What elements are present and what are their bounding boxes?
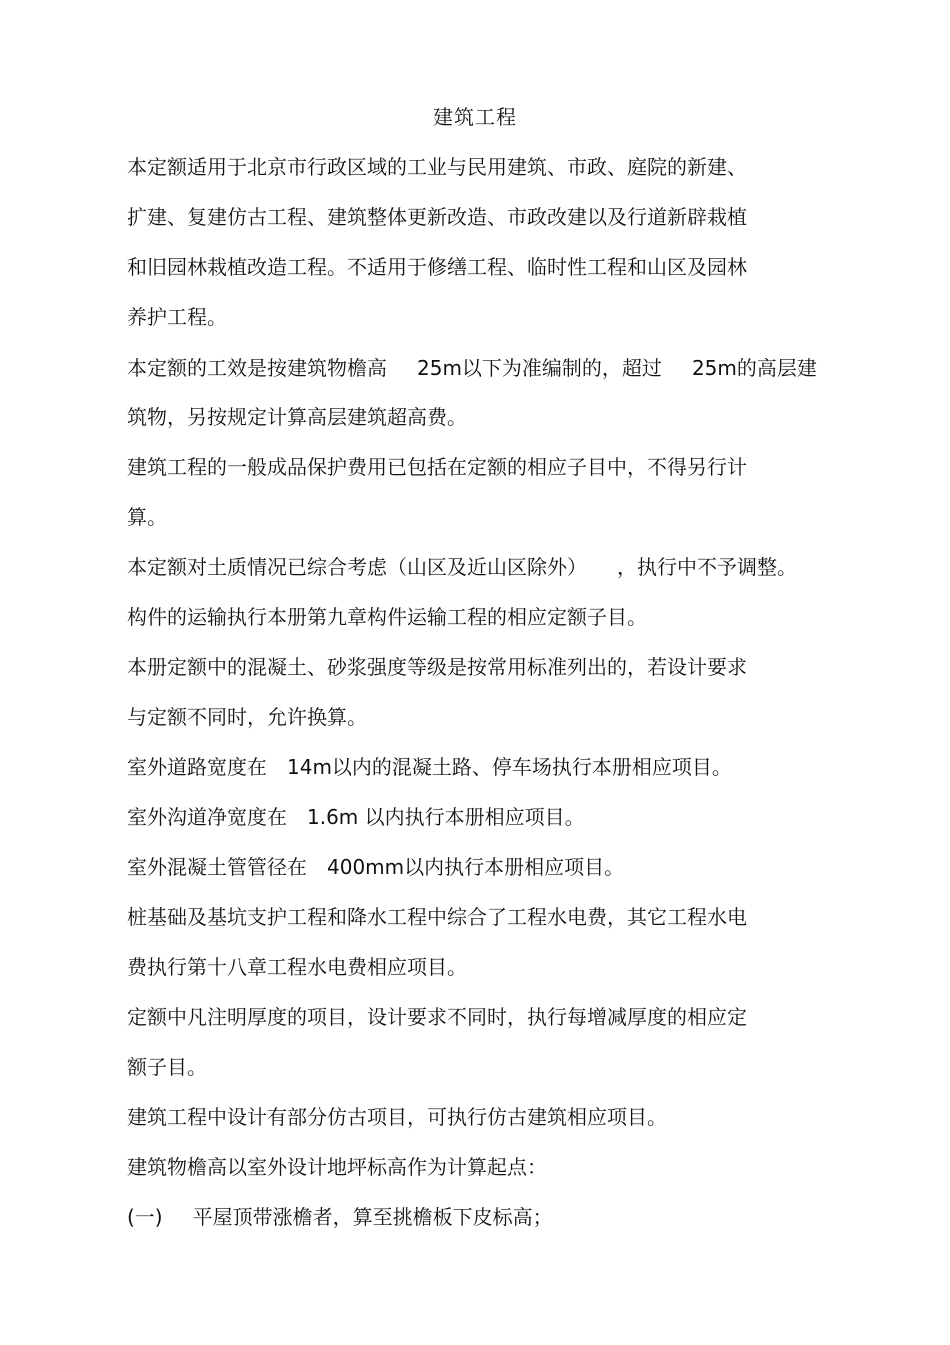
paragraph-line: 本册定额中的混凝土、砂浆强度等级是按常用标准列出的，若设计要求 [127,655,747,679]
paragraph-line: 本定额适用于北京市行政区域的工业与民用建筑、市政、庭院的新建、 [127,155,747,179]
paragraph-line: 费执行第十八章工程水电费相应项目。 [127,955,467,979]
paragraph-line: 构件的运输执行本册第九章构件运输工程的相应定额子目。 [127,605,647,629]
paragraph-line [127,802,585,832]
text-segment: 14m以内的混凝土路、停车场执行本册相应项目。 [287,755,732,779]
text-segment: 25m以下为准编制的，超过 [417,356,662,380]
list-marker: (一) [127,1205,163,1229]
text-segment: 400mm以内执行本册相应项目。 [327,855,625,879]
text-segment: 室外沟道净宽度在 [127,805,287,829]
paragraph-line: 筑物，另按规定计算高层建筑超高费。 [127,405,467,429]
paragraph-line: 养护工程。 [127,305,227,329]
paragraph-line [127,1202,553,1232]
text-segment: 1.6m 以内执行本册相应项目。 [307,805,585,829]
text-segment: 25m的高层建 [691,356,817,380]
paragraph-line [127,353,817,383]
document-title: 建筑工程 [433,105,517,129]
paragraph-line [127,552,797,582]
text-segment: 室外混凝土管管径在 [127,855,307,879]
text-segment: 本定额的工效是按建筑物檐高 [127,356,387,380]
paragraph-line: 定额中凡注明厚度的项目，设计要求不同时，执行每增减厚度的相应定 [127,1005,747,1029]
paragraph-line: 算。 [127,505,167,529]
paragraph-line [127,752,732,782]
paragraph-line: 扩建、复建仿古工程、建筑整体更新改造、市政改建以及行道新辟栽植 [127,205,747,229]
paragraph-line: 建筑工程的一般成品保护费用已包括在定额的相应子目中，不得另行计 [127,455,747,479]
paragraph-line: 额子目。 [127,1055,207,1079]
paragraph-line: 与定额不同时，允许换算。 [127,705,367,729]
text-segment: ，执行中不予调整。 [617,555,797,579]
text-segment: 平屋顶带涨檐者，算至挑檐板下皮标高； [192,1205,553,1229]
text-segment: 室外道路宽度在 [127,755,267,779]
paragraph-line: 和旧园林栽植改造工程。不适用于修缮工程、临时性工程和山区及园林 [127,255,747,279]
paragraph-line [127,852,624,882]
text-segment: 本定额对土质情况已综合考虑（山区及近山区除外） [127,555,587,579]
paragraph-line: 建筑物檐高以室外设计地坪标高作为计算起点： [127,1155,547,1179]
paragraph-line: 桩基础及基坑支护工程和降水工程中综合了工程水电费，其它工程水电 [127,905,747,929]
paragraph-line: 建筑工程中设计有部分仿古项目，可执行仿古建筑相应项目。 [127,1105,667,1129]
